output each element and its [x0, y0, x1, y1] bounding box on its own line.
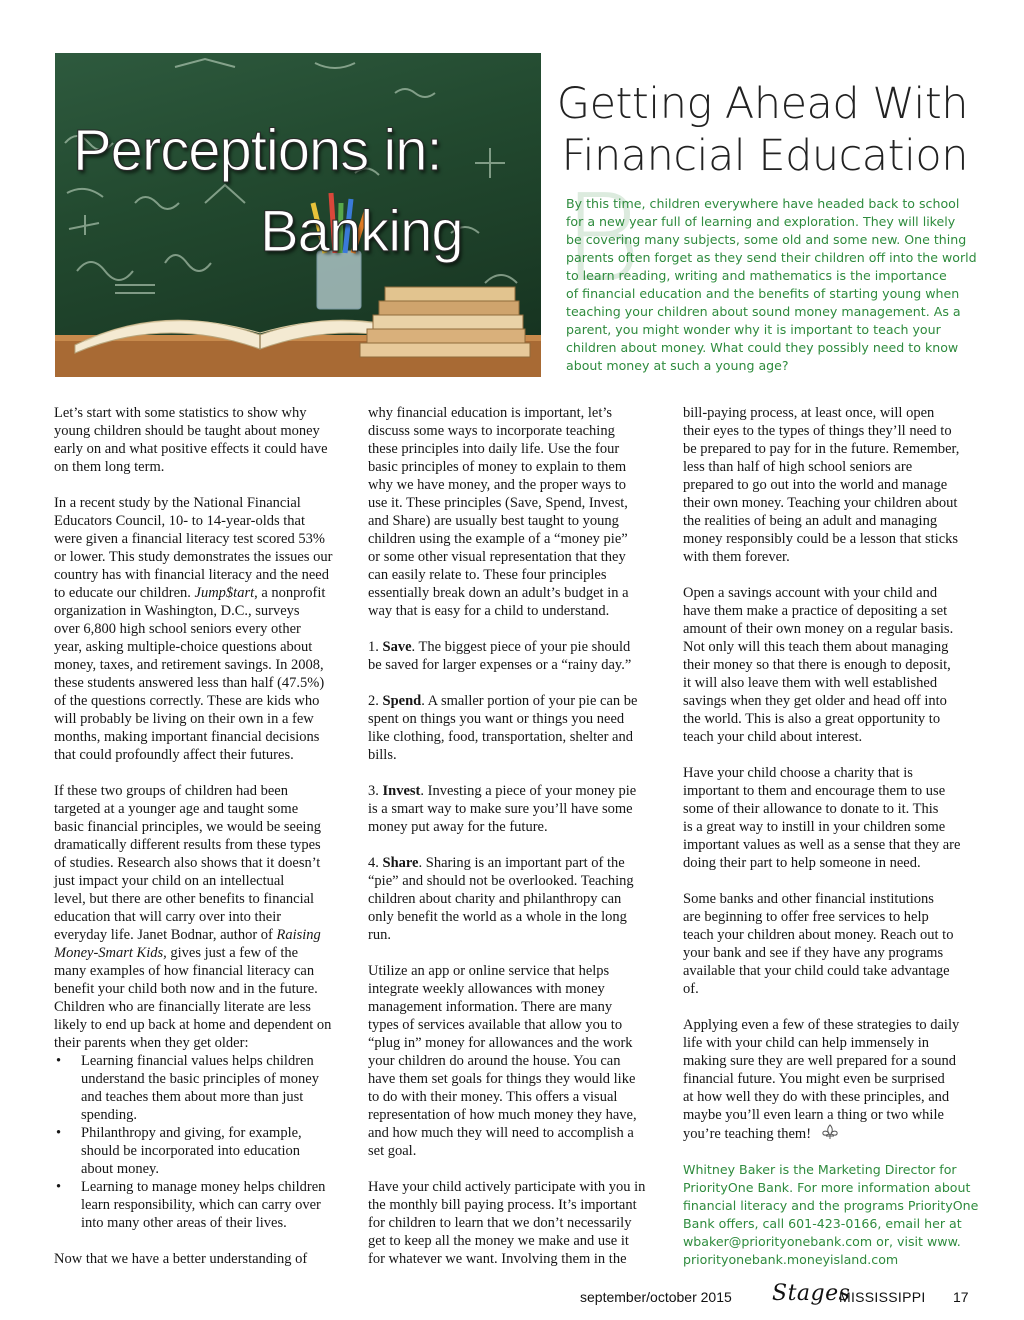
text-run: everyday life. Janet Bodnar, author of — [54, 927, 277, 943]
text-line: or some other visual representation that they — [368, 549, 626, 565]
intro-line: about money at such a young age? — [566, 358, 789, 373]
text-line: only benefit the world as a whole in the long — [368, 909, 627, 925]
intro-line: of financial education and the benefits of starting young when — [566, 286, 960, 301]
text-line: get to keep all the money we make and use it — [368, 1233, 629, 1249]
text-line: just impact your child on an intellectual — [54, 873, 285, 889]
principle-term: Save — [382, 639, 412, 655]
text-line — [683, 1124, 983, 1143]
text-line: education that will carry over into their — [54, 909, 282, 925]
text-line: months, making important financial decisions — [54, 729, 320, 745]
intro-line: be covering many subjects, some old and some new. One thing — [566, 232, 967, 247]
text-line: set goal. — [368, 1143, 417, 1159]
text-line: year, asking multiple-choice questions about — [54, 639, 313, 655]
body-column-1 — [54, 404, 354, 1286]
intro-line: to learn reading, writing and mathematics is the importance — [566, 268, 947, 283]
book-title: Money-Smart Kids, — [54, 945, 167, 961]
text-line: these students answered less than half (47.5%) — [54, 675, 325, 691]
text-line: at how well they do with these principles, and — [683, 1089, 950, 1105]
text-line: run. — [368, 927, 391, 943]
list-number: 4. — [368, 855, 383, 871]
article-headline — [557, 78, 968, 182]
text-line: organization in Washington, D.C., surveys — [54, 603, 300, 619]
text-line: with them forever. — [683, 549, 790, 565]
text-line: have them set goals for things they would like — [368, 1071, 636, 1087]
text-line: to do with their money. This offers a visual — [368, 1089, 618, 1105]
fleur-de-lis-icon — [821, 1124, 839, 1140]
text-run: you’re teaching them! — [683, 1126, 812, 1142]
text-line: less than half of high school seniors are — [683, 459, 913, 475]
text-line: likely to end up back at home and dependent on — [54, 1017, 332, 1033]
bullet-marker: • — [56, 1179, 62, 1195]
text-line: Have your child actively participate with you in — [368, 1179, 646, 1195]
text-line: the realities of being an adult and managing — [683, 513, 938, 529]
text-line — [54, 926, 354, 944]
list-number: 2. — [368, 693, 383, 709]
intro-line: By this time, children everywhere have headed back to school — [566, 196, 960, 211]
author-bio — [683, 1161, 983, 1269]
text-run: , a nonprofit — [254, 585, 326, 601]
paragraph — [683, 890, 983, 998]
text-line: like clothing, food, transportation, shelter and — [368, 729, 633, 745]
text-run: to educate our children. — [54, 585, 195, 601]
page-number: 17 — [953, 1289, 969, 1305]
text-line: “plug in” money for allowances and the work — [368, 1035, 633, 1051]
text-line: of the questions correctly. These are kids who — [54, 693, 320, 709]
text-line: teach your child about interest. — [683, 729, 863, 745]
bullet-marker: • — [56, 1125, 62, 1141]
book-title: Raising — [276, 927, 321, 943]
paragraph — [683, 1016, 983, 1143]
hero-title-line2: Banking — [260, 199, 463, 264]
text-line: bill-paying process, at least once, will open — [683, 405, 935, 421]
intro-line: for a new year full of learning and exploration. They will likely — [566, 214, 956, 229]
jumpstart-name: Jump$tart — [194, 585, 255, 601]
text-line — [368, 782, 668, 800]
paragraph — [368, 404, 668, 620]
text-run: . Sharing is an important part of the — [418, 855, 625, 871]
text-line: “pie” and should not be overlooked. Teaching — [368, 873, 634, 889]
principle-save — [368, 638, 668, 674]
text-line: for children to learn that we don’t necessarily — [368, 1215, 632, 1231]
paragraph — [683, 764, 983, 872]
text-line: Not only will this teach them about managing — [683, 639, 949, 655]
bio-line: Bank offers, call 601-423-0166, email her at — [683, 1216, 962, 1231]
text-line: representation of how much money they have, — [368, 1107, 637, 1123]
text-line: is a great way to instill in your children some — [683, 819, 946, 835]
text-line: spending. — [81, 1107, 137, 1123]
text-line: some of their allowance to donate to it. This — [683, 801, 939, 817]
bullet-item — [54, 1052, 354, 1124]
hero-title-line1: Perceptions in: — [73, 118, 442, 183]
text-line: essentially break down an adult’s budget in a — [368, 585, 629, 601]
issue-date: september/october 2015 — [580, 1289, 732, 1305]
text-line — [54, 944, 354, 962]
text-run: gives just a few of the — [166, 945, 299, 961]
text-line: teach your children about money. Reach out to — [683, 927, 954, 943]
text-line: or lower. This study demonstrates the issues our — [54, 549, 333, 565]
text-line: early on and what positive effects it could have — [54, 441, 328, 457]
bio-line: financial literacy and the programs PriorityOne — [683, 1198, 979, 1213]
text-line: children using the example of a “money pie” — [368, 531, 628, 547]
text-line: important to them and encourage them to use — [683, 783, 946, 799]
text-line — [368, 638, 668, 656]
text-line: important values as well as a sense that they are — [683, 837, 961, 853]
bio-line: wbaker@priorityonebank.com or, visit www. — [683, 1234, 961, 1249]
text-line: learn responsibility, which can carry over — [81, 1197, 321, 1213]
text-line: young children should be taught about money — [54, 423, 320, 439]
text-line: targeted at a younger age and taught some — [54, 801, 299, 817]
text-line: should be incorporated into education — [81, 1143, 301, 1159]
text-line: benefit your child both now and in the future. — [54, 981, 318, 997]
text-line: Have your child choose a charity that is — [683, 765, 913, 781]
text-run: . The biggest piece of your pie should — [411, 639, 631, 655]
bio-line: Whitney Baker is the Marketing Director for — [683, 1162, 957, 1177]
text-run: . Investing a piece of your money pie — [420, 783, 637, 799]
intro-line: parent, you might wonder why it is important to teach your — [566, 322, 941, 337]
text-line: doing their part to help someone in need. — [683, 855, 921, 871]
text-line: for whatever we want. Involving them in the — [368, 1251, 627, 1267]
hero-photo — [55, 53, 541, 377]
text-line: way that is easy for a child to understand. — [368, 603, 610, 619]
text-line: types of services available that allow you to — [368, 1017, 623, 1033]
text-line: bills. — [368, 747, 397, 763]
text-line: are beginning to offer free services to help — [683, 909, 929, 925]
text-line: country has with financial literacy and the need — [54, 567, 329, 583]
text-line: basic principles of money to explain to them — [368, 459, 627, 475]
text-line: over 6,800 high school seniors every other — [54, 621, 301, 637]
text-line: Educators Council, 10- to 14-year-olds that — [54, 513, 305, 529]
text-line: money put away for the future. — [368, 819, 548, 835]
text-line: Learning to manage money helps children — [81, 1179, 326, 1195]
list-number: 3. — [368, 783, 383, 799]
paragraph — [54, 1250, 354, 1268]
bullet-item — [54, 1178, 354, 1232]
text-line: the monthly bill paying process. It’s important — [368, 1197, 637, 1213]
text-line: money, taxes, and retirement savings. In 2008, — [54, 657, 324, 673]
text-line: that could profoundly affect their futures. — [54, 747, 294, 763]
text-line: understand the basic principles of money — [81, 1071, 319, 1087]
text-line: children about charity and philanthropy can — [368, 891, 622, 907]
text-line: Children who are financially literate are less — [54, 999, 311, 1015]
text-line: savings when they get older and head off into — [683, 693, 947, 709]
text-line: it will also leave them with well established — [683, 675, 938, 691]
text-line: maybe you’ll even learn a thing or two while — [683, 1107, 944, 1123]
text-line: their own money. Teaching your children about — [683, 495, 958, 511]
text-line: have them make a practice of depositing a set — [683, 603, 948, 619]
text-line: discuss some ways to incorporate teaching — [368, 423, 615, 439]
text-line: use it. These principles (Save, Spend, Invest, — [368, 495, 628, 511]
principle-share — [368, 854, 668, 944]
list-number: 1. — [368, 639, 383, 655]
drop-cap: B — [563, 170, 642, 309]
principle-invest — [368, 782, 668, 836]
text-line: why financial education is important, let’s — [368, 405, 613, 421]
headline-line1: Getting Ahead With — [556, 79, 968, 129]
intro-line: children about money. What could they possibly need to know — [566, 340, 959, 355]
text-line: and how much they will need to accomplish a — [368, 1125, 634, 1141]
text-line: the world. This is also a great opportunity to — [683, 711, 941, 727]
text-line: and teaches them about more than just — [81, 1089, 304, 1105]
text-line: integrate weekly allowances with money — [368, 981, 605, 997]
text-line: were given a financial literacy test scored 53% — [54, 531, 325, 547]
text-line: Philanthropy and giving, for example, — [81, 1125, 302, 1141]
text-line: available that your child could take advantage — [683, 963, 950, 979]
text-line: life with your child can help immensely in — [683, 1035, 930, 1051]
paragraph — [54, 494, 354, 764]
text-line: on them long term. — [54, 459, 165, 475]
text-line: of studies. Research also shows that it doesn’t — [54, 855, 321, 871]
text-line: your bank and see if they have any programs — [683, 945, 944, 961]
text-line: In a recent study by the National Financial — [54, 495, 301, 511]
body-column-3 — [683, 404, 983, 1269]
text-line: level, but there are other benefits to financial — [54, 891, 315, 907]
paragraph — [368, 962, 668, 1160]
intro-line: parents often forget as they send their children off into the world — [566, 250, 977, 265]
text-line: financial future. You might even be surprised — [683, 1071, 945, 1087]
text-line: be prepared to pay for in the future. Remember, — [683, 441, 960, 457]
text-line: Let’s start with some statistics to show why — [54, 405, 307, 421]
text-line: Now that we have a better understanding of — [54, 1251, 308, 1267]
text-line: If these two groups of children had been — [54, 783, 288, 799]
text-line: making sure they are well prepared for a sound — [683, 1053, 956, 1069]
principle-spend — [368, 692, 668, 764]
text-line: is a smart way to make sure you’ll have some — [368, 801, 633, 817]
paragraph — [683, 404, 983, 566]
text-line: Some banks and other financial institutions — [683, 891, 934, 907]
text-line: into many other areas of their lives. — [81, 1215, 287, 1231]
principle-term: Invest — [382, 783, 421, 799]
text-line: can easily relate to. These four principles — [368, 567, 607, 583]
text-line: many examples of how financial literacy can — [54, 963, 315, 979]
text-line: basic financial principles, we would be seeing — [54, 819, 321, 835]
intro-line: teaching your children about sound money management. As a — [566, 304, 961, 319]
text-line: their parents when they get older: — [54, 1035, 249, 1051]
paragraph — [368, 1178, 668, 1268]
text-line — [368, 854, 668, 872]
text-line: their money so that there is enough to deposit, — [683, 657, 951, 673]
text-line: Utilize an app or online service that helps — [368, 963, 610, 979]
headline-line2: Financial Education — [561, 131, 968, 181]
text-line: and Share) are usually best taught to young — [368, 513, 619, 529]
text-line: spent on things you want or things you need — [368, 711, 625, 727]
text-line: Applying even a few of these strategies to daily — [683, 1017, 960, 1033]
text-line: will probably be living on their own in a few — [54, 711, 314, 727]
bullet-marker: • — [56, 1053, 62, 1069]
text-line: about money. — [81, 1161, 159, 1177]
text-line: your children do around the house. You can — [368, 1053, 621, 1069]
text-line: dramatically different results from these types — [54, 837, 321, 853]
text-line: these principles into daily life. Use the four — [368, 441, 620, 457]
paragraph — [683, 584, 983, 746]
intro-paragraph — [566, 195, 977, 375]
text-run: . A smaller portion of your pie can be — [421, 693, 638, 709]
text-line: money responsibly could be a lesson that sticks — [683, 531, 959, 547]
text-line: prepared to go out into the world and manage — [683, 477, 948, 493]
paragraph — [54, 782, 354, 1052]
text-line: their eyes to the types of things they’ll need to — [683, 423, 952, 439]
text-line: Open a savings account with your child and — [683, 585, 938, 601]
bio-line: priorityonebank.moneyisland.com — [683, 1252, 899, 1267]
bullet-item — [54, 1124, 354, 1178]
bio-line: PriorityOne Bank. For more information about — [683, 1180, 971, 1195]
text-line — [54, 584, 354, 602]
text-line: be saved for larger expenses or a “rainy day.” — [368, 657, 632, 673]
text-line: Learning financial values helps children — [81, 1053, 314, 1069]
page-footer — [580, 1281, 975, 1309]
paragraph — [54, 404, 354, 476]
body-column-2 — [368, 404, 668, 1286]
magazine-state: MISSISSIPPI — [839, 1289, 926, 1305]
text-line: amount of their own money on a regular basis. — [683, 621, 954, 637]
text-line: why we have money, and the proper ways to — [368, 477, 626, 493]
text-line: management information. There are many — [368, 999, 613, 1015]
principle-term: Spend — [382, 693, 422, 709]
magazine-logo: Stages — [772, 1281, 851, 1306]
text-line: of. — [683, 981, 699, 997]
principle-term: Share — [382, 855, 419, 871]
text-line — [368, 692, 668, 710]
